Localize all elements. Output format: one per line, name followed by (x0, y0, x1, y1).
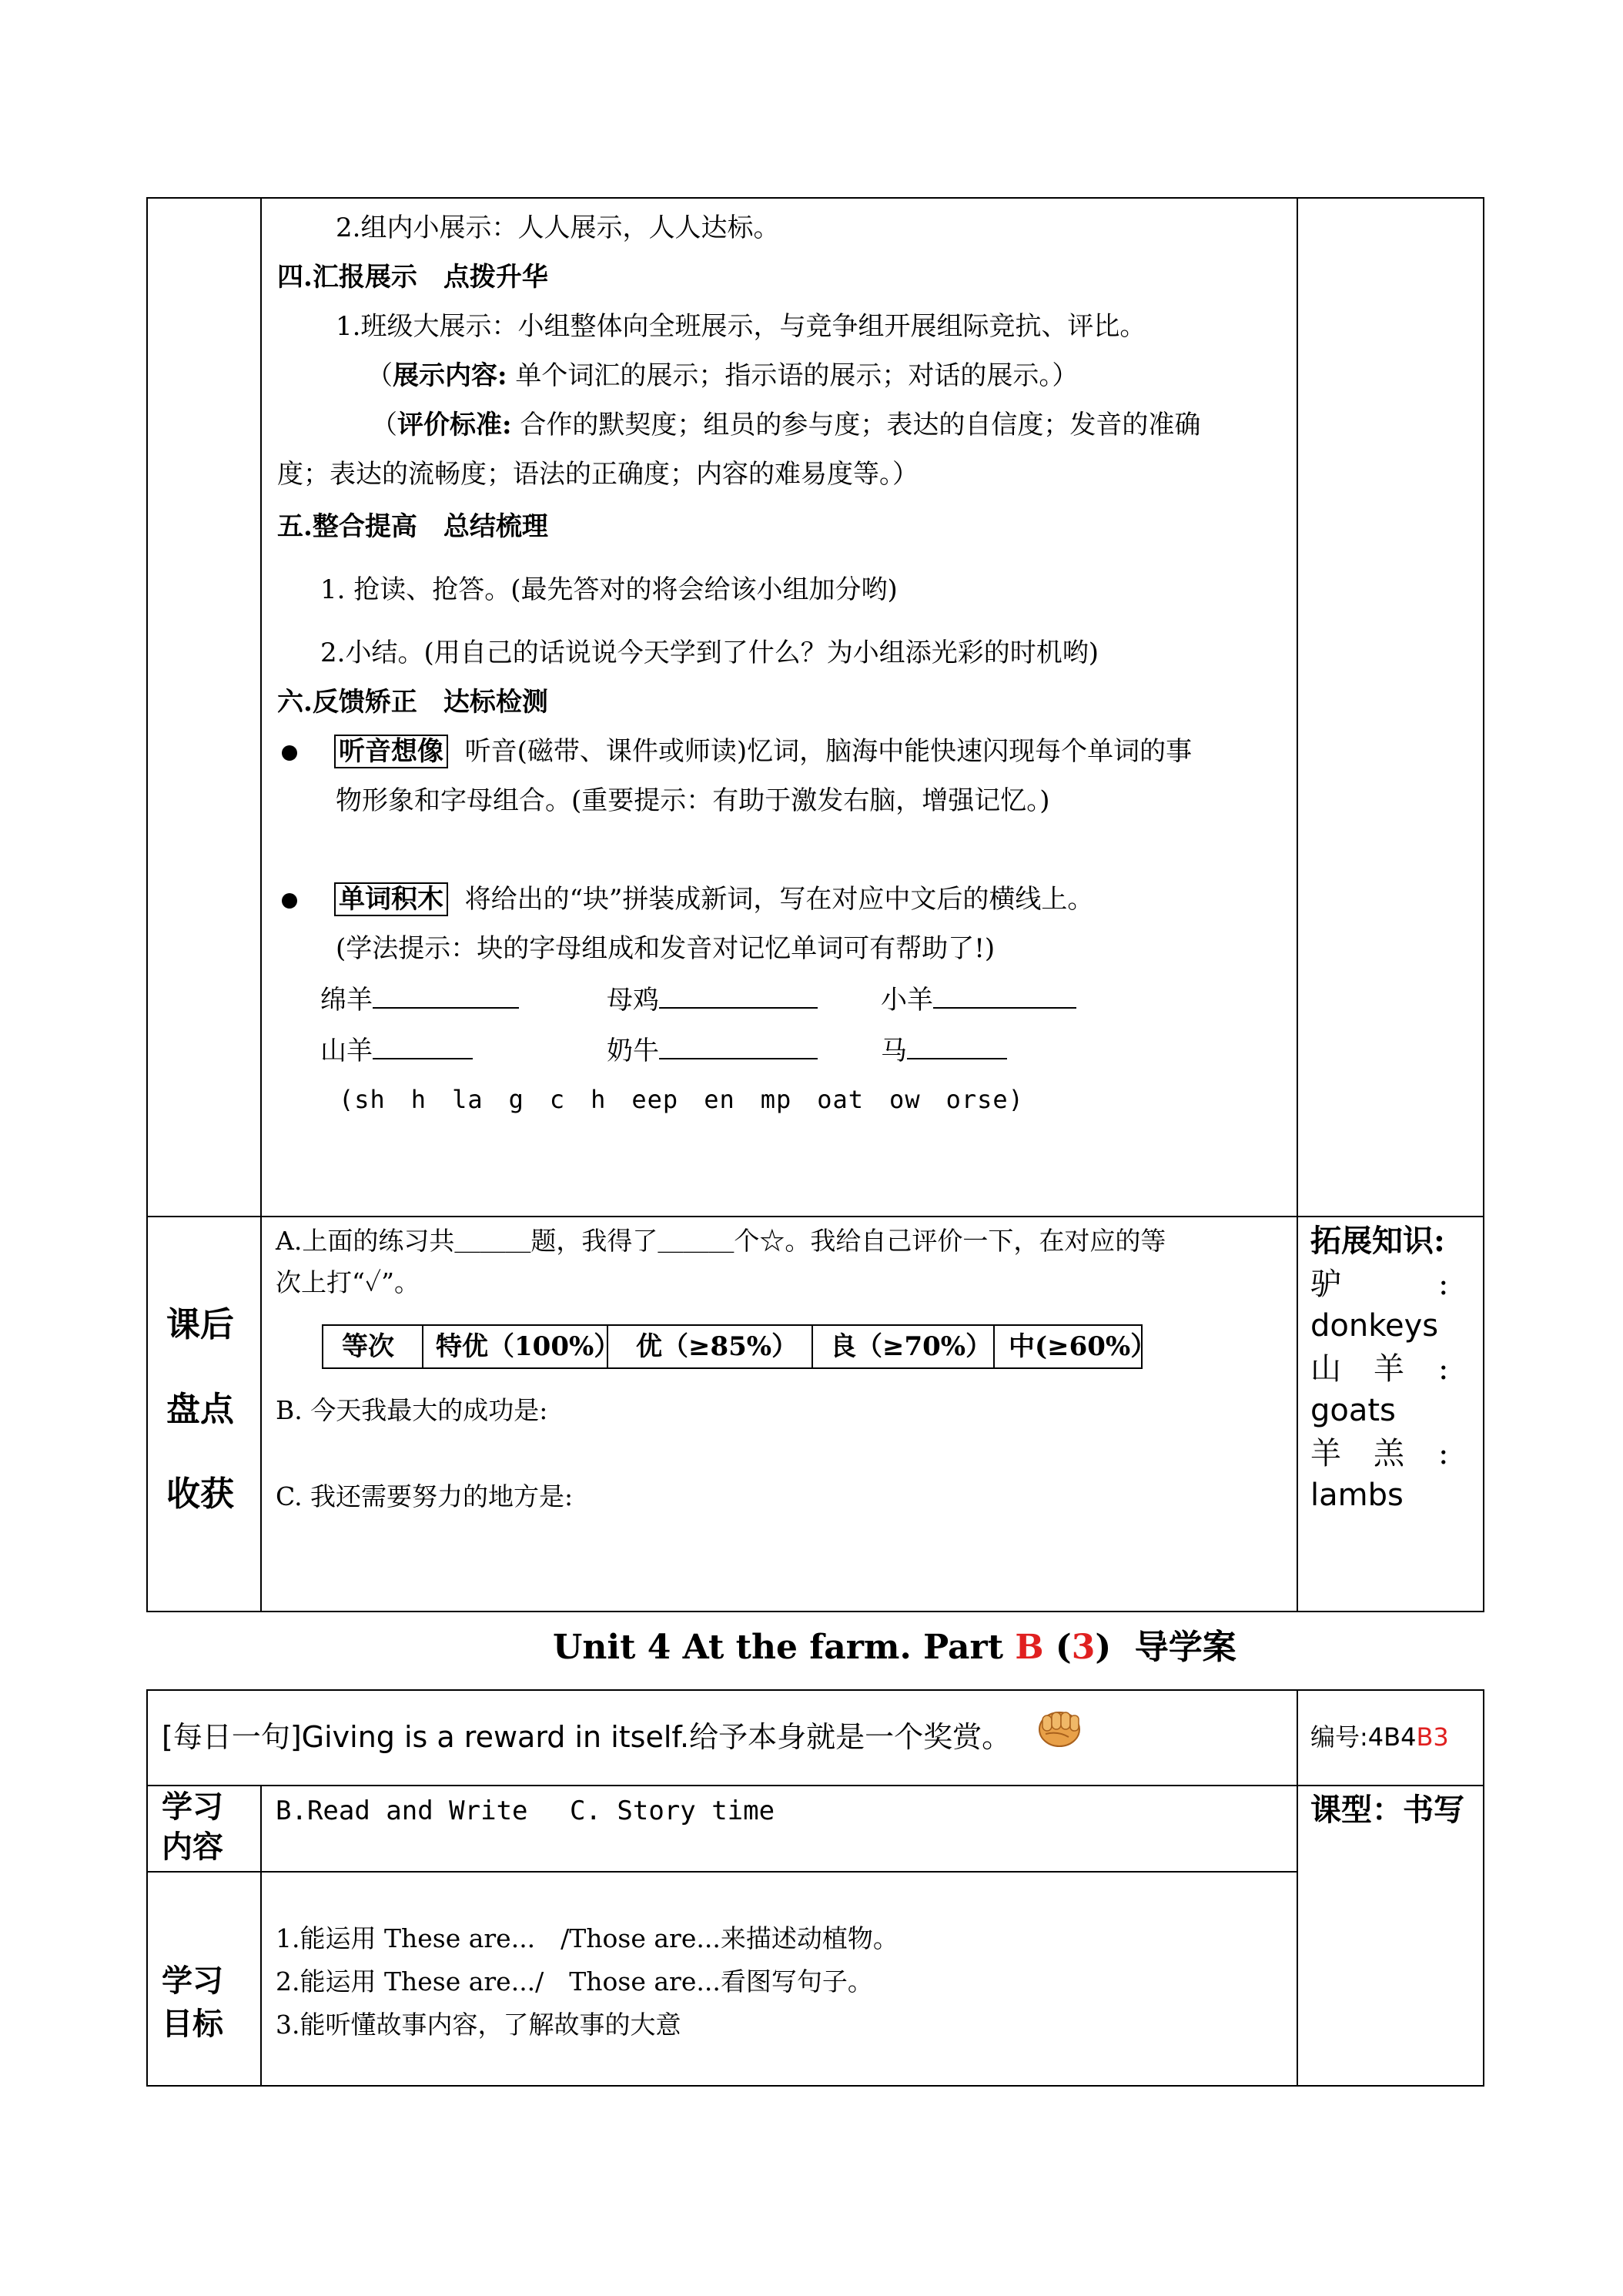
eval-text: 合作的默契度；组员的参与度；表达的自信度；发音的准确 (520, 410, 1201, 440)
word-item (881, 984, 1076, 1016)
divider (422, 1324, 423, 1369)
review-b-line: B. 今天我最大的成功是: (276, 1395, 548, 1425)
divider (812, 1324, 813, 1369)
divider (260, 1785, 262, 2087)
bullet-line-cont: 物形象和字母组合。(重要提示：有助于激发右脑，增强记忆。) (336, 785, 1050, 816)
answer-blank[interactable] (907, 1035, 1007, 1059)
answer-blank[interactable] (933, 984, 1076, 1009)
ext-cn: 羊 (1374, 1351, 1404, 1387)
lesson-type: 课型：书写 (1310, 1792, 1464, 1828)
grade-cell[interactable]: 良（≥70%） (830, 1331, 992, 1362)
ext-en: donkeys (1310, 1308, 1439, 1344)
ext-cn: : (1438, 1351, 1449, 1387)
row-label: 学习 (162, 1963, 223, 1999)
bullet-icon (282, 893, 297, 909)
goal-item: 1.能运用 These are... /Those are...来描述动植物。 (276, 1923, 899, 1953)
listen-box: 听音想像 (334, 735, 448, 768)
content-text: B.Read and Write C. Story time (276, 1796, 775, 1826)
step-line: 1.班级大展示：小组整体向全班展示，与竞争组开展组际竞抗、评比。 (336, 311, 1146, 342)
review-a-line: A.上面的练习共＿＿＿题，我得了＿＿＿个☆。我给自己评价一下，在对应的等 (276, 1226, 1166, 1256)
letter-blocks: (sh h la g c h eep en mp oat ow orse) (339, 1085, 1024, 1114)
divider (1297, 197, 1298, 1612)
review-c-line: C. 我还需要努力的地方是: (276, 1481, 574, 1511)
section-heading: 五.整合提高 总结梳理 (277, 511, 548, 542)
ext-cn: 驴 (1310, 1267, 1341, 1302)
word-item (607, 984, 818, 1016)
word-label: 奶牛 (607, 1036, 659, 1066)
page-title: Unit 4 At the farm. Part B (3) 导学案 (553, 1628, 1236, 1667)
section-heading: 六.反馈矫正 达标检测 (277, 687, 548, 718)
bullet-icon (282, 745, 297, 761)
divider (993, 1324, 995, 1369)
ext-cn: : (1438, 1436, 1449, 1471)
ext-cn: 山 (1310, 1351, 1341, 1387)
tip-line: (学法提示：块的字母组成和发音对记忆单词可有帮助了!) (336, 933, 996, 964)
ext-cn: 羔 (1374, 1436, 1404, 1471)
step-line: 2.小结。(用自己的话说说今天学到了什么？为小组添光彩的时机哟) (320, 638, 1099, 668)
code-label: 编号:4B4B3 (1310, 1722, 1449, 1752)
answer-blank[interactable] (373, 984, 519, 1009)
bullet-text: 将给出的“块”拼装成新词，写在对应中文后的横线上。 (464, 884, 1094, 915)
eval-label: 评价标准: (397, 410, 512, 440)
review-a-line-cont: 次上打“✓”。 (276, 1267, 420, 1297)
row-label: 内容 (162, 1829, 223, 1865)
word-item (320, 1035, 473, 1066)
side-label: 收获 (166, 1474, 234, 1514)
fist-icon (1035, 1705, 1084, 1751)
show-text: 单个词汇的展示；指示语的展示；对话的展示。） (515, 360, 1079, 391)
section-heading: 四.汇报展示 点拨升华 (277, 262, 548, 293)
grade-header: 等次 (342, 1331, 394, 1362)
daily-sentence: [每日一句]Giving is a reward in itself.给予本身就是一个奖赏。 (162, 1720, 1012, 1754)
divider (146, 1871, 1298, 1873)
grade-cell[interactable]: 优（≥85%） (636, 1331, 798, 1362)
word-label: 小羊 (881, 985, 933, 1016)
ext-en: lambs (1310, 1478, 1404, 1513)
divider (260, 197, 262, 1612)
bullet-line (334, 884, 1093, 915)
divider (146, 1216, 1484, 1217)
blocks-box: 单词积木 (334, 882, 448, 916)
word-item (320, 984, 519, 1016)
goal-item: 2.能运用 These are.../ Those are...看图写句子。 (276, 1966, 873, 1996)
word-item (881, 1035, 1007, 1066)
word-label: 马 (881, 1036, 907, 1066)
step-line: 1. 抢读、抢答。(最先答对的将会给该小组加分哟) (320, 574, 898, 605)
ext-cn: 羊 (1310, 1436, 1341, 1471)
row-label: 学习 (162, 1789, 223, 1825)
answer-blank[interactable] (659, 1035, 818, 1059)
word-label: 山羊 (320, 1036, 373, 1066)
show-content-line: （展示内容: 单个词汇的展示；指示语的展示；对话的展示。） (366, 360, 1079, 391)
goal-item: 3.能听懂故事内容，了解故事的大意 (276, 2010, 681, 2040)
step-line: 2.组内小展示：人人展示，人人达标。 (336, 213, 780, 243)
word-item (607, 1035, 818, 1066)
word-label: 绵羊 (320, 985, 373, 1016)
eval-line-cont: 度；表达的流畅度；语法的正确度；内容的难易度等。） (277, 459, 919, 490)
side-label: 盘点 (166, 1390, 234, 1429)
divider (146, 1785, 1484, 1786)
ext-en: goats (1310, 1393, 1396, 1428)
eval-line: （评价标准: 合作的默契度；组员的参与度；表达的自信度；发音的准确 (371, 410, 1201, 440)
show-label: 展示内容: (393, 360, 507, 391)
bullet-line (334, 736, 1192, 767)
row-label: 目标 (162, 2006, 223, 2042)
bullet-text: 听音(磁带、课件或师读)忆词，脑海中能快速闪现每个单词的事 (464, 736, 1193, 767)
word-label: 母鸡 (607, 985, 659, 1016)
divider (1297, 1689, 1298, 2087)
grade-cell[interactable]: 特优（100%） (436, 1331, 621, 1362)
side-label: 课后 (166, 1305, 234, 1344)
grade-cell[interactable]: 中(≥60%） (1009, 1331, 1157, 1362)
answer-blank[interactable] (659, 984, 818, 1009)
answer-blank[interactable] (373, 1035, 473, 1059)
ext-title: 拓展知识: (1310, 1223, 1445, 1259)
ext-cn: : (1438, 1267, 1449, 1302)
